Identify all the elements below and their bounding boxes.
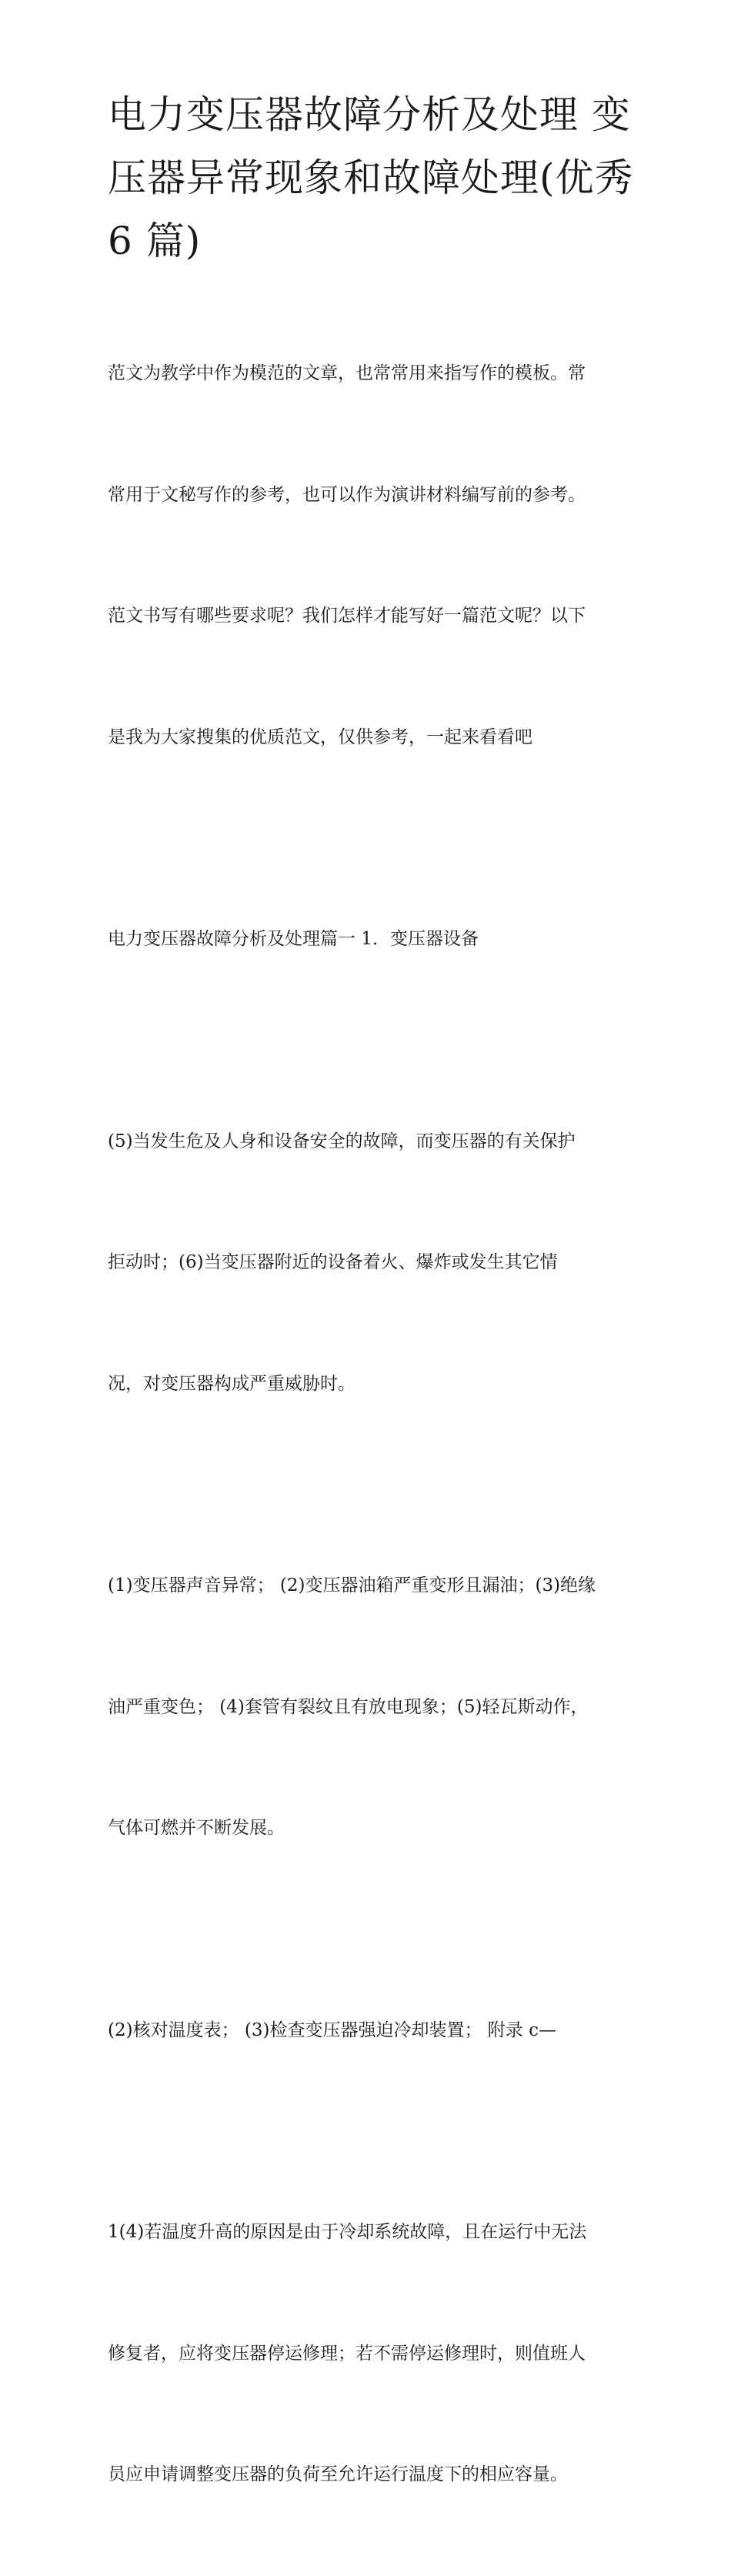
content-paragraph [108,2131,631,2576]
title-line: 6 篇) [108,219,202,263]
content-paragraph [108,1929,631,2132]
text-line: 电力变压器故障分析及处理篇一 1．变压器设备 [108,929,479,949]
text-line: 范文书写有哪些要求呢？我们怎样才能写好一篇范文呢？以下 [108,606,586,626]
text-line: 常用于文秘写作的参考，也可以作为演讲材料编写前的参考。 [108,484,586,505]
text-line: 拒动时；(6)当变压器附近的设备着火、爆炸或发生其它情 [108,1252,558,1272]
document-body [108,272,631,2576]
text-line: 是我为大家搜集的优质范文，仅供参考，一起来看看吧 [108,727,532,747]
text-line: (5)当发生危及人身和设备安全的故障，而变压器的有关保护 [108,1131,576,1151]
text-line: 1(4)若温度升高的原因是由于冷却系统故障，且在运行中无法 [108,2222,587,2242]
title-line: 压器异常现象和故障处理(优秀 [108,155,634,200]
document-title [108,83,634,272]
intro-paragraph [108,272,631,838]
text-line: 况，对变压器构成严重威胁时。 [108,1373,355,1394]
title-line: 电力变压器故障分析及处理 变 [108,92,631,137]
text-line: 修复者，应将变压器停运修理；若不需停运修理时，则值班人 [108,2343,586,2364]
text-line: 气体可燃并不断发展。 [108,1818,285,1838]
text-line: 员应申请调整变压器的负荷至允许运行温度下的相应容量。 [108,2464,568,2484]
section-heading [108,838,631,1041]
text-line: 范文为教学中作为模范的文章，也常常用来指写作的模板。常 [108,363,586,383]
text-line: (1)变压器声音异常； (2)变压器油箱严重变形且漏油；(3)绝缘 [108,1575,596,1595]
text-line: 油严重变色； (4)套管有裂纹且有放电现象；(5)轻瓦斯动作， [108,1696,589,1717]
text-line: (2)核对温度表； (3)检查变压器强迫冷却装置； 附录 c— [108,2020,556,2040]
content-paragraph [108,1485,631,1929]
content-paragraph [108,1041,631,1485]
